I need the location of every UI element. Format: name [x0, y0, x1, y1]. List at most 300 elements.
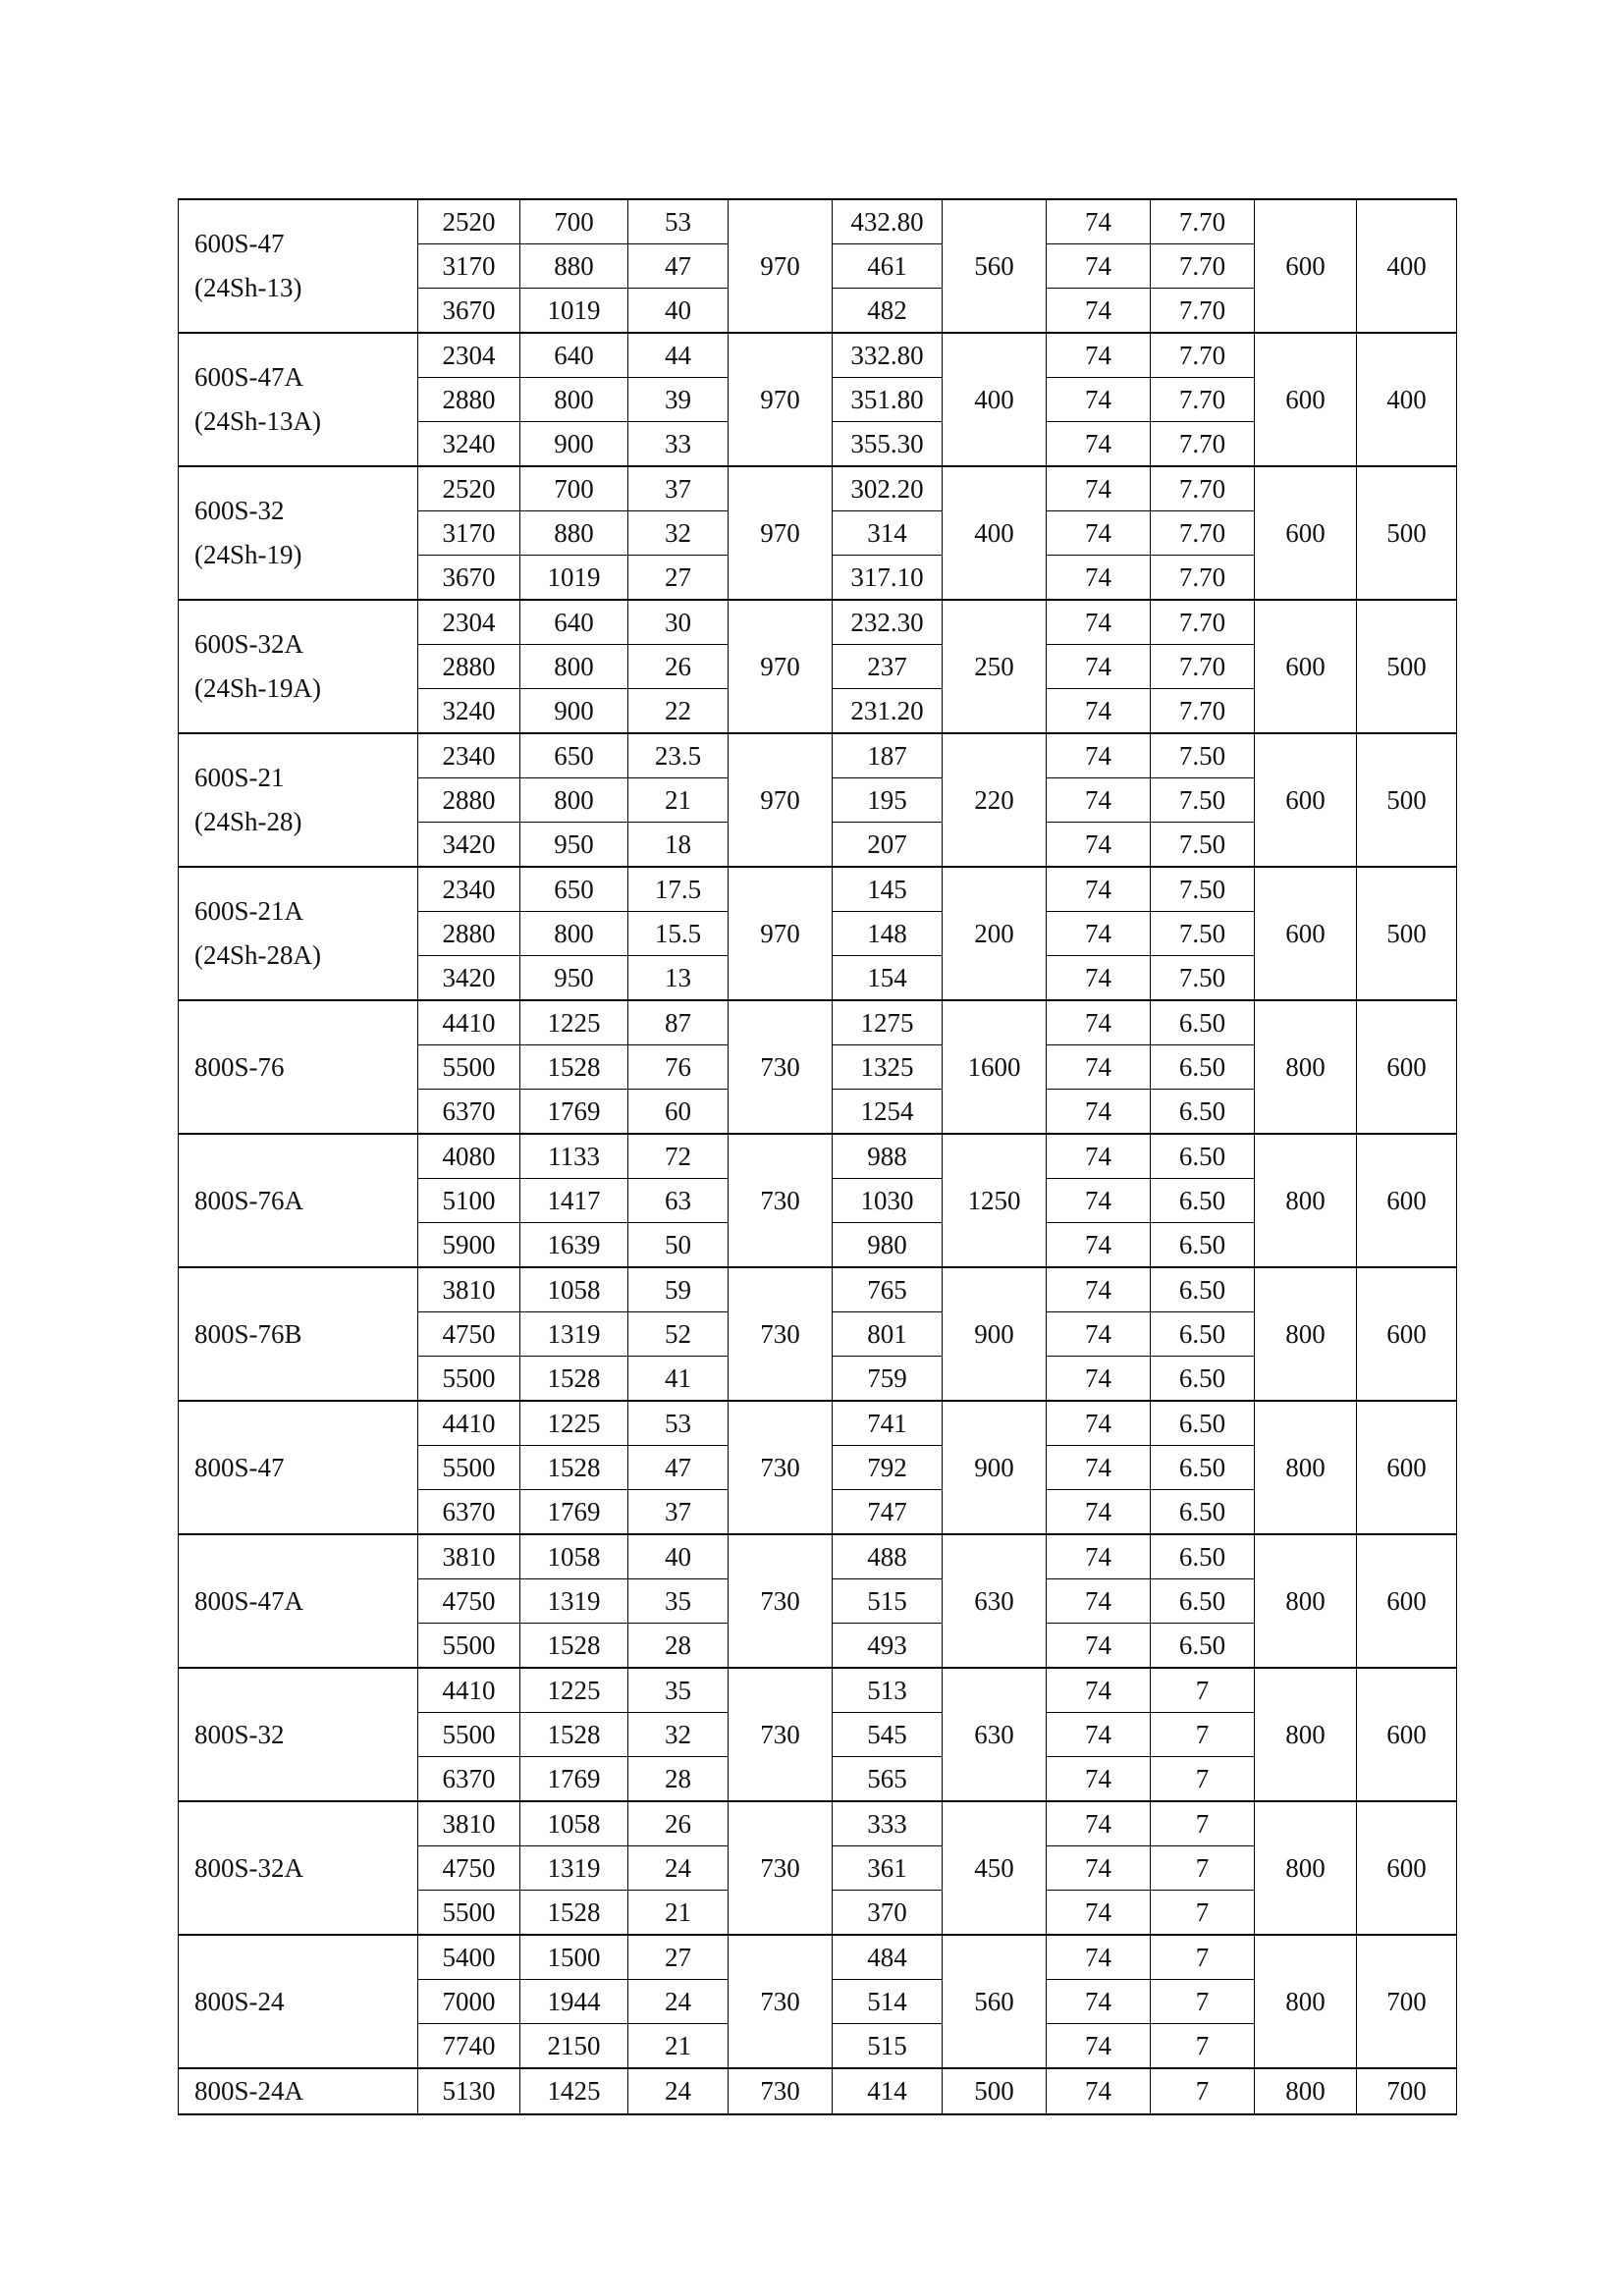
npsh-cell: 6.50 — [1151, 1090, 1255, 1135]
model-line: (24Sh-28A) — [194, 940, 321, 970]
efficiency-cell: 74 — [1047, 1090, 1151, 1135]
model-line: 800S-76A — [194, 1185, 304, 1215]
efficiency-cell: 74 — [1047, 378, 1151, 422]
flow-ls-cell: 1528 — [520, 1624, 628, 1669]
flow-m3h-cell: 3670 — [418, 289, 520, 334]
head-cell: 47 — [628, 244, 729, 289]
efficiency-cell: 74 — [1047, 1980, 1151, 2024]
head-cell: 53 — [628, 1401, 729, 1446]
head-cell: 27 — [628, 556, 729, 601]
model-line: 800S-76B — [194, 1318, 302, 1349]
efficiency-cell: 74 — [1047, 1490, 1151, 1535]
shaft-power-cell: 1254 — [833, 1090, 943, 1135]
npsh-cell: 7.70 — [1151, 600, 1255, 645]
outlet-diameter-cell: 500 — [1357, 466, 1457, 600]
npsh-cell: 6.50 — [1151, 1000, 1255, 1045]
head-cell: 35 — [628, 1579, 729, 1624]
efficiency-cell: 74 — [1047, 289, 1151, 334]
shaft-power-cell: 302.20 — [833, 466, 943, 511]
flow-m3h-cell: 5500 — [418, 1891, 520, 1936]
speed-cell: 970 — [729, 733, 833, 867]
speed-cell: 970 — [729, 466, 833, 600]
efficiency-cell: 74 — [1047, 1223, 1151, 1268]
shaft-power-cell: 414 — [833, 2068, 943, 2114]
flow-m3h-cell: 7000 — [418, 1980, 520, 2024]
shaft-power-cell: 980 — [833, 1223, 943, 1268]
flow-m3h-cell: 4750 — [418, 1846, 520, 1891]
head-cell: 41 — [628, 1357, 729, 1402]
table-row — [179, 2068, 1457, 2114]
motor-power-cell: 1250 — [943, 1134, 1047, 1267]
efficiency-cell: 74 — [1047, 1891, 1151, 1936]
head-cell: 21 — [628, 778, 729, 823]
flow-m3h-cell: 5500 — [418, 1624, 520, 1669]
model-line: 800S-47A — [194, 1585, 304, 1616]
outlet-diameter-cell: 700 — [1357, 1935, 1457, 2068]
flow-m3h-cell: 6370 — [418, 1757, 520, 1802]
npsh-cell: 7 — [1151, 2068, 1255, 2114]
efficiency-cell: 74 — [1047, 422, 1151, 467]
flow-m3h-cell: 2520 — [418, 466, 520, 511]
efficiency-cell: 74 — [1047, 1357, 1151, 1402]
npsh-cell: 7.70 — [1151, 422, 1255, 467]
flow-ls-cell: 1500 — [520, 1935, 628, 1980]
motor-power-cell: 560 — [943, 1935, 1047, 2068]
pump-spec-table — [178, 198, 1457, 2115]
model-line: (24Sh-19A) — [194, 673, 321, 703]
head-cell: 33 — [628, 422, 729, 467]
flow-m3h-cell: 5500 — [418, 1045, 520, 1090]
head-cell: 26 — [628, 1801, 729, 1846]
speed-cell: 730 — [729, 1801, 833, 1935]
efficiency-cell: 74 — [1047, 2024, 1151, 2069]
head-cell: 28 — [628, 1624, 729, 1669]
efficiency-cell: 74 — [1047, 1935, 1151, 1980]
head-cell: 27 — [628, 1935, 729, 1980]
efficiency-cell: 74 — [1047, 199, 1151, 244]
flow-ls-cell: 1639 — [520, 1223, 628, 1268]
shaft-power-cell: 314 — [833, 511, 943, 556]
flow-ls-cell: 1528 — [520, 1357, 628, 1402]
table-row — [179, 867, 1457, 912]
efficiency-cell: 74 — [1047, 1713, 1151, 1757]
shaft-power-cell: 565 — [833, 1757, 943, 1802]
npsh-cell: 7 — [1151, 2024, 1255, 2069]
head-cell: 18 — [628, 823, 729, 868]
npsh-cell: 6.50 — [1151, 1624, 1255, 1669]
flow-m3h-cell: 3240 — [418, 422, 520, 467]
head-cell: 37 — [628, 1490, 729, 1535]
flow-m3h-cell: 3420 — [418, 956, 520, 1001]
outlet-diameter-cell: 700 — [1357, 2068, 1457, 2114]
head-cell: 37 — [628, 466, 729, 511]
efficiency-cell: 74 — [1047, 1757, 1151, 1802]
motor-power-cell: 630 — [943, 1534, 1047, 1668]
shaft-power-cell: 237 — [833, 645, 943, 689]
table-row — [179, 1267, 1457, 1312]
head-cell: 28 — [628, 1757, 729, 1802]
speed-cell: 730 — [729, 1267, 833, 1401]
flow-m3h-cell: 2880 — [418, 645, 520, 689]
outlet-diameter-cell: 600 — [1357, 1801, 1457, 1935]
efficiency-cell: 74 — [1047, 1534, 1151, 1579]
flow-m3h-cell: 6370 — [418, 1090, 520, 1135]
flow-ls-cell: 2150 — [520, 2024, 628, 2069]
model-line: (24Sh-13A) — [194, 406, 321, 436]
model-cell — [179, 1401, 418, 1534]
flow-ls-cell: 800 — [520, 912, 628, 956]
flow-m3h-cell: 5500 — [418, 1446, 520, 1490]
motor-power-cell: 900 — [943, 1267, 1047, 1401]
flow-ls-cell: 1425 — [520, 2068, 628, 2114]
shaft-power-cell: 370 — [833, 1891, 943, 1936]
flow-ls-cell: 1058 — [520, 1534, 628, 1579]
shaft-power-cell: 432.80 — [833, 199, 943, 244]
inlet-diameter-cell: 600 — [1255, 867, 1357, 1000]
shaft-power-cell: 515 — [833, 1579, 943, 1624]
head-cell: 76 — [628, 1045, 729, 1090]
flow-ls-cell: 700 — [520, 466, 628, 511]
efficiency-cell: 74 — [1047, 778, 1151, 823]
npsh-cell: 6.50 — [1151, 1490, 1255, 1535]
flow-ls-cell: 1058 — [520, 1801, 628, 1846]
table-row — [179, 333, 1457, 378]
speed-cell: 970 — [729, 333, 833, 466]
npsh-cell: 7.70 — [1151, 244, 1255, 289]
model-line: (24Sh-13) — [194, 273, 302, 302]
npsh-cell: 7 — [1151, 1891, 1255, 1936]
flow-m3h-cell: 5500 — [418, 1713, 520, 1757]
flow-m3h-cell: 2880 — [418, 778, 520, 823]
flow-ls-cell: 800 — [520, 778, 628, 823]
table-row — [179, 1134, 1457, 1179]
shaft-power-cell: 484 — [833, 1935, 943, 1980]
inlet-diameter-cell: 800 — [1255, 1134, 1357, 1267]
inlet-diameter-cell: 800 — [1255, 1267, 1357, 1401]
head-cell: 39 — [628, 378, 729, 422]
shaft-power-cell: 332.80 — [833, 333, 943, 378]
head-cell: 26 — [628, 645, 729, 689]
flow-ls-cell: 700 — [520, 199, 628, 244]
efficiency-cell: 74 — [1047, 556, 1151, 601]
table-body — [179, 199, 1457, 2114]
efficiency-cell: 74 — [1047, 1624, 1151, 1669]
flow-m3h-cell: 5100 — [418, 1179, 520, 1223]
npsh-cell: 7.50 — [1151, 912, 1255, 956]
efficiency-cell: 74 — [1047, 912, 1151, 956]
inlet-diameter-cell: 800 — [1255, 1401, 1357, 1534]
model-line: 800S-76 — [194, 1051, 285, 1082]
npsh-cell: 7 — [1151, 1935, 1255, 1980]
speed-cell: 970 — [729, 199, 833, 333]
flow-ls-cell: 1319 — [520, 1846, 628, 1891]
efficiency-cell: 74 — [1047, 1045, 1151, 1090]
inlet-diameter-cell: 800 — [1255, 2068, 1357, 2114]
model-line: 600S-47A — [194, 362, 304, 393]
npsh-cell: 6.50 — [1151, 1179, 1255, 1223]
model-line: (24Sh-28) — [194, 807, 302, 836]
speed-cell: 970 — [729, 867, 833, 1000]
head-cell: 40 — [628, 289, 729, 334]
head-cell: 15.5 — [628, 912, 729, 956]
table-row — [179, 1668, 1457, 1713]
table-row — [179, 1000, 1457, 1045]
npsh-cell: 7.70 — [1151, 199, 1255, 244]
shaft-power-cell: 1030 — [833, 1179, 943, 1223]
head-cell: 44 — [628, 333, 729, 378]
flow-m3h-cell: 2520 — [418, 199, 520, 244]
motor-power-cell: 220 — [943, 733, 1047, 867]
efficiency-cell: 74 — [1047, 466, 1151, 511]
model-line: 600S-21 — [194, 763, 285, 793]
table-row — [179, 466, 1457, 511]
motor-power-cell: 400 — [943, 333, 1047, 466]
motor-power-cell: 400 — [943, 466, 1047, 600]
flow-ls-cell: 650 — [520, 733, 628, 778]
flow-m3h-cell: 4750 — [418, 1312, 520, 1357]
head-cell: 53 — [628, 199, 729, 244]
shaft-power-cell: 232.30 — [833, 600, 943, 645]
head-cell: 47 — [628, 1446, 729, 1490]
flow-m3h-cell: 3670 — [418, 556, 520, 601]
flow-ls-cell: 880 — [520, 511, 628, 556]
npsh-cell: 7.50 — [1151, 867, 1255, 912]
table-row — [179, 600, 1457, 645]
speed-cell: 730 — [729, 1534, 833, 1668]
flow-m3h-cell: 2340 — [418, 867, 520, 912]
flow-ls-cell: 1225 — [520, 1668, 628, 1713]
shaft-power-cell: 148 — [833, 912, 943, 956]
shaft-power-cell: 482 — [833, 289, 943, 334]
efficiency-cell: 74 — [1047, 1668, 1151, 1713]
shaft-power-cell: 801 — [833, 1312, 943, 1357]
head-cell: 30 — [628, 600, 729, 645]
flow-m3h-cell: 3240 — [418, 689, 520, 734]
npsh-cell: 7.70 — [1151, 466, 1255, 511]
npsh-cell: 6.50 — [1151, 1446, 1255, 1490]
outlet-diameter-cell: 500 — [1357, 867, 1457, 1000]
npsh-cell: 6.50 — [1151, 1312, 1255, 1357]
model-cell — [179, 867, 418, 1000]
flow-ls-cell: 1319 — [520, 1312, 628, 1357]
table-row — [179, 1534, 1457, 1579]
model-line: 600S-32A — [194, 629, 304, 660]
npsh-cell: 6.50 — [1151, 1134, 1255, 1179]
shaft-power-cell: 515 — [833, 2024, 943, 2069]
model-cell — [179, 600, 418, 733]
npsh-cell: 7.70 — [1151, 511, 1255, 556]
npsh-cell: 6.50 — [1151, 1045, 1255, 1090]
flow-ls-cell: 1019 — [520, 556, 628, 601]
head-cell: 50 — [628, 1223, 729, 1268]
flow-ls-cell: 640 — [520, 333, 628, 378]
flow-ls-cell: 800 — [520, 378, 628, 422]
flow-m3h-cell: 2880 — [418, 378, 520, 422]
efficiency-cell: 74 — [1047, 1446, 1151, 1490]
speed-cell: 730 — [729, 1935, 833, 2068]
flow-m3h-cell: 4410 — [418, 1668, 520, 1713]
flow-m3h-cell: 2340 — [418, 733, 520, 778]
outlet-diameter-cell: 600 — [1357, 1401, 1457, 1534]
flow-m3h-cell: 5900 — [418, 1223, 520, 1268]
shaft-power-cell: 195 — [833, 778, 943, 823]
npsh-cell: 7.50 — [1151, 956, 1255, 1001]
shaft-power-cell: 493 — [833, 1624, 943, 1669]
speed-cell: 730 — [729, 2068, 833, 2114]
speed-cell: 730 — [729, 1000, 833, 1134]
flow-m3h-cell: 7740 — [418, 2024, 520, 2069]
model-line: 600S-32 — [194, 496, 285, 526]
npsh-cell: 7 — [1151, 1713, 1255, 1757]
flow-m3h-cell: 3810 — [418, 1534, 520, 1579]
motor-power-cell: 250 — [943, 600, 1047, 733]
head-cell: 59 — [628, 1267, 729, 1312]
shaft-power-cell: 154 — [833, 956, 943, 1001]
head-cell: 63 — [628, 1179, 729, 1223]
head-cell: 32 — [628, 1713, 729, 1757]
flow-ls-cell: 1225 — [520, 1401, 628, 1446]
efficiency-cell: 74 — [1047, 1846, 1151, 1891]
shaft-power-cell: 461 — [833, 244, 943, 289]
npsh-cell: 7.70 — [1151, 645, 1255, 689]
model-cell — [179, 733, 418, 867]
shaft-power-cell: 545 — [833, 1713, 943, 1757]
flow-ls-cell: 1944 — [520, 1980, 628, 2024]
inlet-diameter-cell: 600 — [1255, 333, 1357, 466]
flow-m3h-cell: 2880 — [418, 912, 520, 956]
model-line: 800S-32A — [194, 1852, 304, 1883]
model-line: 600S-21A — [194, 896, 304, 927]
npsh-cell: 7 — [1151, 1757, 1255, 1802]
shaft-power-cell: 187 — [833, 733, 943, 778]
npsh-cell: 6.50 — [1151, 1357, 1255, 1402]
npsh-cell: 7 — [1151, 1801, 1255, 1846]
head-cell: 21 — [628, 2024, 729, 2069]
model-line: 600S-47 — [194, 229, 285, 259]
shaft-power-cell: 514 — [833, 1980, 943, 2024]
head-cell: 87 — [628, 1000, 729, 1045]
shaft-power-cell: 792 — [833, 1446, 943, 1490]
flow-m3h-cell: 2304 — [418, 333, 520, 378]
npsh-cell: 6.50 — [1151, 1401, 1255, 1446]
npsh-cell: 6.50 — [1151, 1534, 1255, 1579]
speed-cell: 970 — [729, 600, 833, 733]
model-cell — [179, 2068, 418, 2114]
head-cell: 22 — [628, 689, 729, 734]
flow-m3h-cell: 4750 — [418, 1579, 520, 1624]
head-cell: 24 — [628, 1846, 729, 1891]
head-cell: 13 — [628, 956, 729, 1001]
flow-ls-cell: 950 — [520, 956, 628, 1001]
inlet-diameter-cell: 600 — [1255, 600, 1357, 733]
npsh-cell: 7.70 — [1151, 556, 1255, 601]
inlet-diameter-cell: 800 — [1255, 1534, 1357, 1668]
shaft-power-cell: 207 — [833, 823, 943, 868]
motor-power-cell: 1600 — [943, 1000, 1047, 1134]
model-cell — [179, 1801, 418, 1935]
flow-ls-cell: 1769 — [520, 1090, 628, 1135]
motor-power-cell: 560 — [943, 199, 1047, 333]
outlet-diameter-cell: 600 — [1357, 1134, 1457, 1267]
flow-ls-cell: 1528 — [520, 1446, 628, 1490]
flow-ls-cell: 1528 — [520, 1713, 628, 1757]
flow-m3h-cell: 3810 — [418, 1267, 520, 1312]
model-line: 800S-32 — [194, 1719, 285, 1749]
inlet-diameter-cell: 600 — [1255, 466, 1357, 600]
efficiency-cell: 74 — [1047, 244, 1151, 289]
flow-ls-cell: 800 — [520, 645, 628, 689]
flow-ls-cell: 1769 — [520, 1757, 628, 1802]
flow-ls-cell: 1019 — [520, 289, 628, 334]
table-row — [179, 1401, 1457, 1446]
shaft-power-cell: 361 — [833, 1846, 943, 1891]
outlet-diameter-cell: 400 — [1357, 199, 1457, 333]
motor-power-cell: 900 — [943, 1401, 1047, 1534]
efficiency-cell: 74 — [1047, 1801, 1151, 1846]
efficiency-cell: 74 — [1047, 511, 1151, 556]
inlet-diameter-cell: 600 — [1255, 199, 1357, 333]
head-cell: 21 — [628, 1891, 729, 1936]
head-cell: 35 — [628, 1668, 729, 1713]
head-cell: 24 — [628, 1980, 729, 2024]
flow-ls-cell: 900 — [520, 689, 628, 734]
flow-m3h-cell: 3810 — [418, 1801, 520, 1846]
table-row — [179, 1801, 1457, 1846]
table-row — [179, 733, 1457, 778]
model-cell — [179, 1267, 418, 1401]
model-cell — [179, 199, 418, 333]
flow-m3h-cell: 3170 — [418, 244, 520, 289]
speed-cell: 730 — [729, 1668, 833, 1801]
npsh-cell: 6.50 — [1151, 1579, 1255, 1624]
efficiency-cell: 74 — [1047, 333, 1151, 378]
npsh-cell: 7.50 — [1151, 733, 1255, 778]
shaft-power-cell: 759 — [833, 1357, 943, 1402]
inlet-diameter-cell: 600 — [1255, 733, 1357, 867]
motor-power-cell: 450 — [943, 1801, 1047, 1935]
flow-ls-cell: 900 — [520, 422, 628, 467]
efficiency-cell: 74 — [1047, 1179, 1151, 1223]
model-line: 800S-24 — [194, 1986, 285, 2016]
shaft-power-cell: 231.20 — [833, 689, 943, 734]
shaft-power-cell: 988 — [833, 1134, 943, 1179]
efficiency-cell: 74 — [1047, 645, 1151, 689]
head-cell: 52 — [628, 1312, 729, 1357]
model-cell — [179, 333, 418, 466]
speed-cell: 730 — [729, 1401, 833, 1534]
efficiency-cell: 74 — [1047, 689, 1151, 734]
npsh-cell: 7 — [1151, 1668, 1255, 1713]
flow-ls-cell: 1769 — [520, 1490, 628, 1535]
model-cell — [179, 1000, 418, 1134]
flow-m3h-cell: 5500 — [418, 1357, 520, 1402]
efficiency-cell: 74 — [1047, 823, 1151, 868]
outlet-diameter-cell: 600 — [1357, 1534, 1457, 1668]
motor-power-cell: 200 — [943, 867, 1047, 1000]
efficiency-cell: 74 — [1047, 1000, 1151, 1045]
flow-ls-cell: 650 — [520, 867, 628, 912]
npsh-cell: 6.50 — [1151, 1223, 1255, 1268]
npsh-cell: 7.70 — [1151, 689, 1255, 734]
head-cell: 17.5 — [628, 867, 729, 912]
flow-m3h-cell: 2304 — [418, 600, 520, 645]
model-line: (24Sh-19) — [194, 540, 302, 569]
outlet-diameter-cell: 500 — [1357, 733, 1457, 867]
efficiency-cell: 74 — [1047, 600, 1151, 645]
head-cell: 40 — [628, 1534, 729, 1579]
efficiency-cell: 74 — [1047, 867, 1151, 912]
flow-ls-cell: 1417 — [520, 1179, 628, 1223]
